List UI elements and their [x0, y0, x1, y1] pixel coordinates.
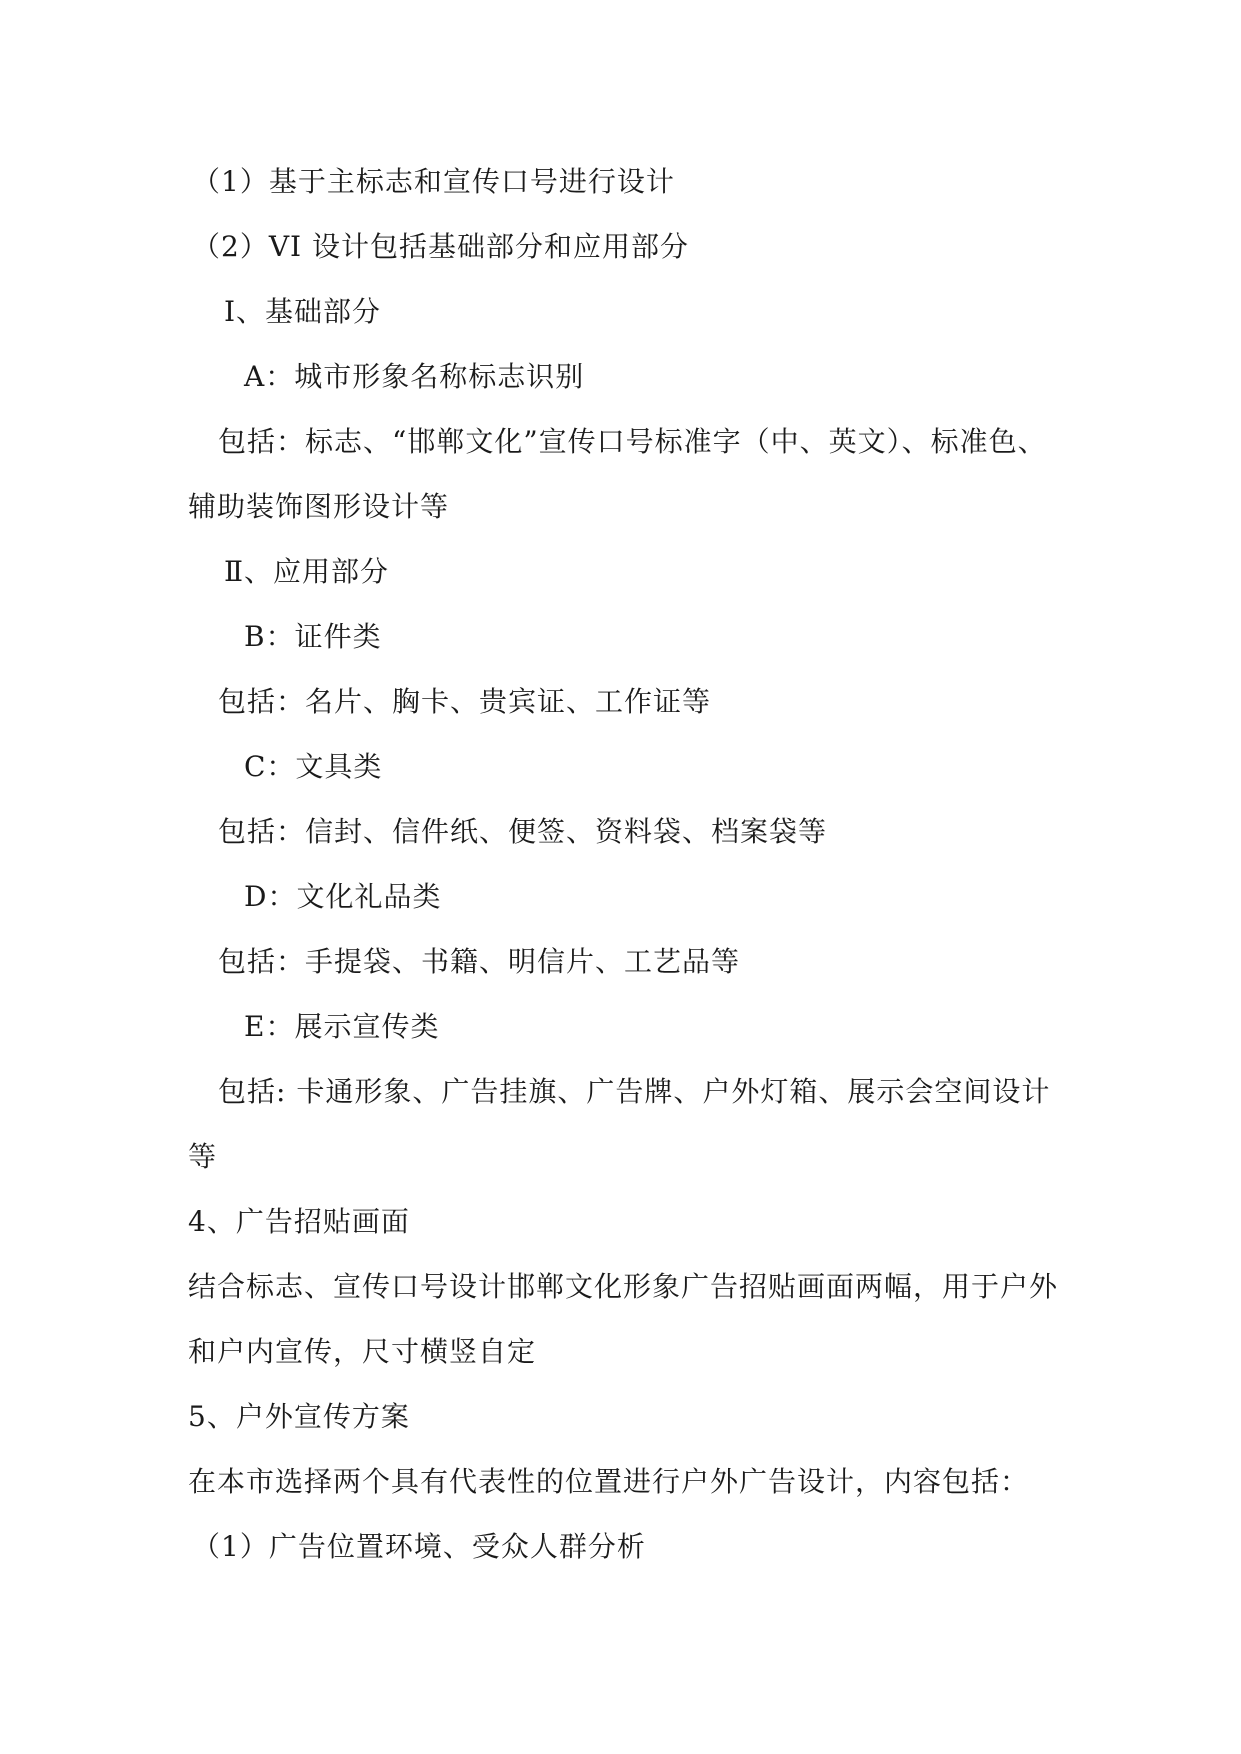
- text-line-11: 包括：信封、信件纸、便签、资料袋、档案袋等: [218, 815, 828, 848]
- text-line-20: 5、户外宣传方案: [188, 1400, 410, 1433]
- text-line-16: 等: [188, 1140, 218, 1173]
- text-line-8: B：证件类: [244, 620, 382, 653]
- text-line-12: D：文化礼品类: [244, 880, 442, 913]
- text-line-9: 包括：名片、胸卡、贵宾证、工作证等: [218, 685, 712, 718]
- text-line-3: Ⅰ、基础部分: [224, 295, 382, 328]
- text-line-18: 结合标志、宣传口号设计邯郸文化形象广告招贴画面两幅，用于户外: [188, 1270, 1059, 1303]
- text-line-7: Ⅱ、应用部分: [224, 555, 390, 588]
- text-line-5: 包括：标志、“邯郸文化”宣传口号标准字（中、英文）、标准色、: [218, 425, 1047, 458]
- text-line-19: 和户内宣传，尺寸横竖自定: [188, 1335, 537, 1368]
- text-line-21: 在本市选择两个具有代表性的位置进行户外广告设计，内容包括：: [188, 1465, 1030, 1498]
- text-line-6: 辅助装饰图形设计等: [188, 490, 450, 523]
- text-line-1: （1）基于主标志和宣传口号进行设计: [192, 165, 675, 198]
- text-line-15: 包括: 卡通形象、广告挂旗、广告牌、户外灯箱、展示会空间设计: [218, 1075, 1051, 1108]
- text-line-4: A：城市形象名称标志识别: [244, 360, 585, 393]
- text-line-2: （2）VI 设计包括基础部分和应用部分: [192, 230, 689, 263]
- text-line-10: C：文具类: [244, 750, 383, 783]
- text-line-22: （1）广告位置环境、受众人群分析: [192, 1530, 646, 1563]
- text-line-14: E：展示宣传类: [244, 1010, 440, 1043]
- text-line-17: 4、广告招贴画面: [188, 1205, 410, 1238]
- text-line-13: 包括：手提袋、书籍、明信片、工艺品等: [218, 945, 741, 978]
